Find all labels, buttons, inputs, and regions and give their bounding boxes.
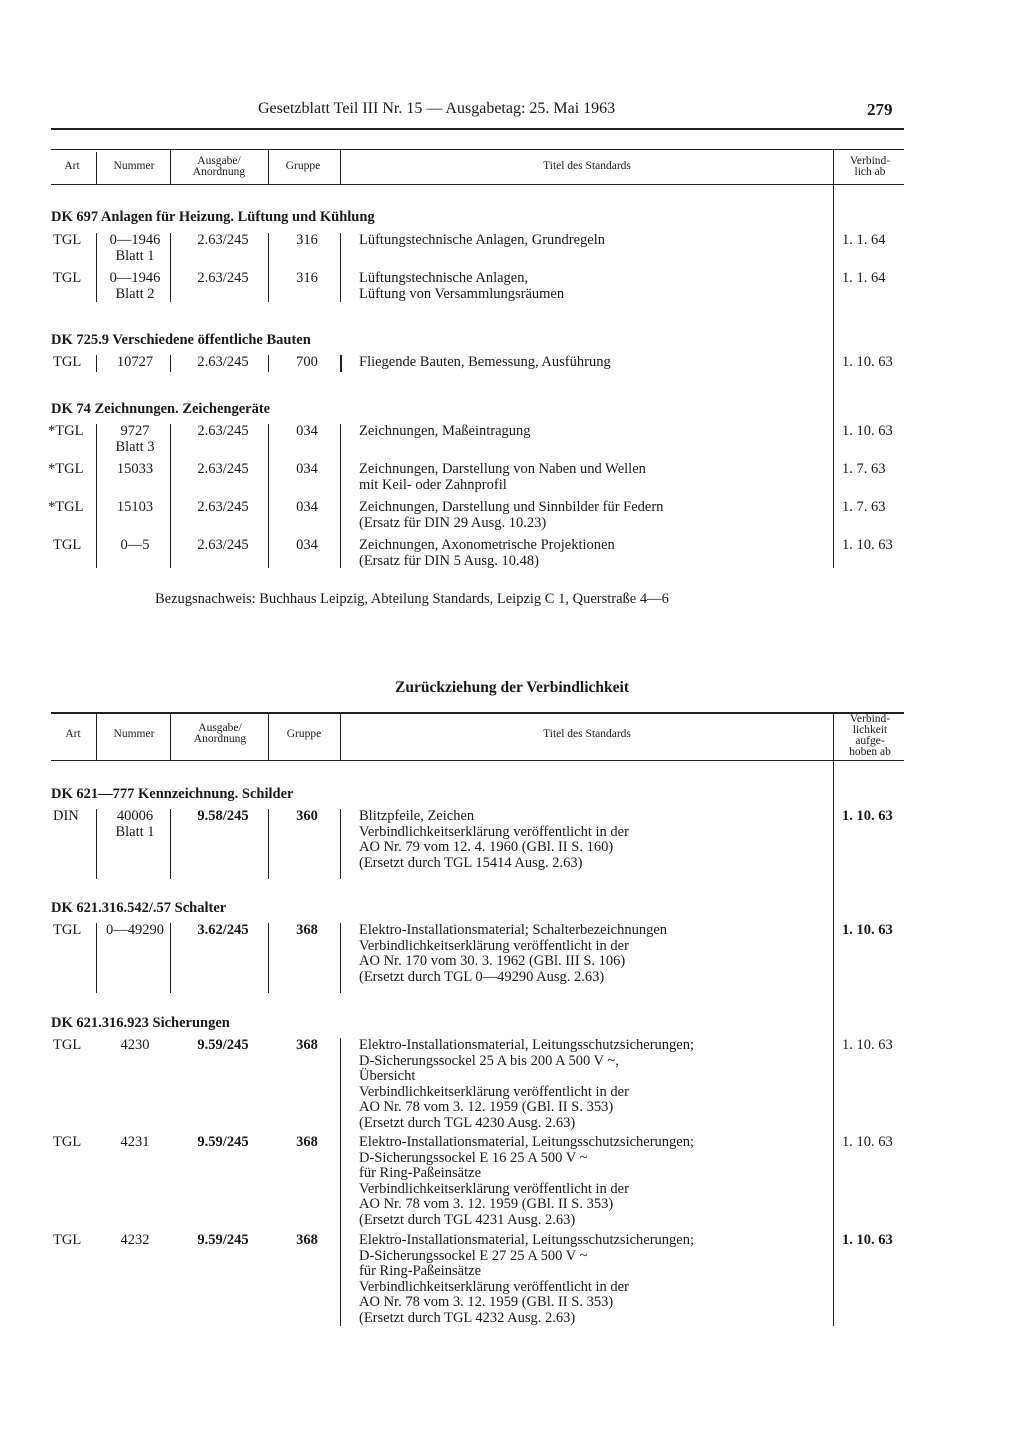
cell-titel: Fliegende Bauten, Bemessung, Ausführung (359, 354, 611, 370)
column-divider (170, 714, 171, 760)
cell-titel-line: (Ersetzt durch TGL 4230 Ausg. 2.63) (359, 1114, 576, 1131)
cell-titel (359, 1038, 694, 1131)
column-header-art: Art (65, 728, 81, 740)
column-header-verbindlich (836, 714, 904, 758)
column-divider (96, 923, 97, 993)
cell-titel-line: Elektro-Installationsmaterial, Leitungsschutzsicherungen; (359, 1134, 695, 1150)
cell-verbindlich: 1. 7. 63 (842, 461, 886, 477)
cell-verbindlich: 1. 1. 64 (842, 232, 886, 248)
column-header-ausgabe (172, 723, 268, 745)
column-divider (833, 714, 834, 1326)
cell-titel (359, 1233, 694, 1326)
column-divider (268, 424, 269, 568)
section-heading: DK 725.9 Verschiedene öffentliche Bauten (51, 332, 311, 348)
cell-titel-line: AO Nr. 170 vom 30. 3. 1962 (GBl. III S. 106) (359, 953, 626, 969)
cell-titel (359, 271, 564, 302)
cell-art: *TGL (48, 423, 84, 439)
cell-art: TGL (53, 537, 82, 553)
page-number: 279 (867, 100, 893, 119)
cell-gruppe: 034 (296, 537, 318, 553)
cell-nummer: 4230 (120, 1037, 150, 1053)
cell-art: TGL (53, 270, 82, 286)
table1-header-rule (51, 184, 904, 185)
cell-titel-line: Zeichnungen, Darstellung und Sinnbilder für Federn (359, 499, 664, 515)
column-divider (96, 233, 97, 302)
cell-titel-line: AO Nr. 78 vom 3. 12. 1959 (GBl. II S. 353) (359, 1294, 614, 1310)
header-rule (51, 128, 904, 130)
cell-art: TGL (53, 1037, 82, 1053)
cell-titel (359, 809, 629, 871)
cell-titel-line: AO Nr. 78 vom 3. 12. 1959 (GBl. II S. 353) (359, 1196, 614, 1212)
column-divider (170, 233, 171, 302)
column-header-ausgabe (172, 156, 266, 178)
cell-titel-line: Elektro-Installationsmaterial; Schalterbezeichnungen (359, 922, 668, 938)
cell-nummer-line: Blatt 1 (115, 247, 155, 264)
cell-nummer-line: 0—1946 (109, 270, 161, 286)
column-divider (170, 355, 171, 372)
column-divider (340, 714, 341, 760)
cell-gruppe: 368 (296, 1232, 318, 1248)
cell-nummer: 0—49290 (106, 922, 164, 938)
column-divider (96, 152, 97, 184)
cell-titel-line: mit Keil- oder Zahnprofil (359, 476, 507, 493)
cell-titel-line: D-Sicherungssockel E 27 25 A 500 V ~ (359, 1247, 588, 1264)
column-header-verbindlich-line2: lichkeit (852, 724, 888, 736)
cell-ausgabe: 2.63/245 (197, 461, 249, 477)
cell-ausgabe: 2.63/245 (197, 499, 249, 515)
cell-titel-line: Verbindlichkeitserklärung veröffentlicht in der (359, 1083, 629, 1100)
cell-gruppe: 034 (296, 423, 318, 439)
cell-nummer: 4231 (120, 1134, 150, 1150)
cell-nummer (103, 424, 167, 455)
cell-nummer: 0—5 (120, 537, 150, 553)
cell-titel-line: Lüftungstechnische Anlagen, Grundregeln (359, 232, 606, 248)
column-header-gruppe: Gruppe (286, 728, 322, 740)
cell-gruppe: 360 (296, 808, 318, 824)
cell-verbindlich: 1. 10. 63 (842, 423, 893, 439)
cell-verbindlich: 1. 10. 63 (842, 1232, 893, 1248)
cell-titel-line: AO Nr. 78 vom 3. 12. 1959 (GBl. II S. 353) (359, 1099, 614, 1115)
cell-titel-line: Zeichnungen, Axonometrische Projektionen (359, 537, 615, 553)
column-divider (170, 809, 171, 879)
cell-art: DIN (53, 808, 79, 824)
page-header-title: Gesetzblatt Teil III Nr. 15 — Ausgabetag: 25. Mai 1963 (258, 100, 616, 117)
cell-titel (359, 233, 605, 249)
cell-titel-line: für Ring-Paßeinsätze (359, 1263, 482, 1279)
column-header-verbindlich-line1: Verbind- (849, 713, 891, 725)
column-header-ausgabe-line2: Anordnung (192, 166, 246, 178)
section-heading: DK 74 Zeichnungen. Zeichengeräte (51, 401, 271, 417)
cell-titel (359, 462, 646, 493)
cell-verbindlich: 1. 7. 63 (842, 499, 886, 515)
column-header-titel: Titel des Standards (543, 160, 631, 172)
cell-titel-line: Blitzpfeile, Zeichen (359, 808, 475, 824)
section-heading: DK 621.316.923 Sicherungen (51, 1015, 230, 1031)
cell-nummer-line: 9727 (120, 423, 150, 439)
column-divider (170, 923, 171, 993)
cell-titel-line: Übersicht (359, 1068, 416, 1084)
cell-titel-line: D-Sicherungssockel E 16 25 A 500 V ~ (359, 1149, 588, 1166)
table1-top-rule (51, 149, 904, 150)
cell-ausgabe: 9.59/245 (197, 1232, 249, 1248)
column-header-ausgabe-line1: Ausgabe/ (197, 155, 241, 167)
column-divider (268, 714, 269, 760)
column-divider (268, 809, 269, 879)
cell-titel-line: für Ring-Paßeinsätze (359, 1165, 482, 1181)
section-heading: DK 621.316.542/.57 Schalter (51, 900, 227, 916)
cell-titel-line: Elektro-Installationsmaterial, Leitungsschutzsicherungen; (359, 1037, 695, 1053)
column-divider (96, 424, 97, 568)
column-divider (96, 714, 97, 760)
column-divider (96, 355, 97, 372)
cell-art: TGL (53, 922, 82, 938)
cell-ausgabe: 2.63/245 (197, 232, 249, 248)
section-heading: DK 697 Anlagen für Heizung. Lüftung und Kühlung (51, 209, 375, 225)
cell-titel (359, 1135, 694, 1228)
column-header-art: Art (64, 160, 80, 172)
column-header-nummer: Nummer (113, 160, 155, 172)
cell-art: TGL (53, 354, 82, 370)
cell-titel-line: Verbindlichkeitserklärung veröffentlicht in der (359, 937, 629, 954)
cell-verbindlich: 1. 10. 63 (842, 922, 893, 938)
cell-verbindlich: 1. 1. 64 (842, 270, 886, 286)
column-header-verbindlich-line4: hoben ab (849, 746, 891, 758)
cell-nummer (103, 233, 167, 264)
cell-titel-line: (Ersatz für DIN 29 Ausg. 10.23) (359, 514, 547, 531)
cell-titel-line: Lüftung von Versammlungsräumen (359, 285, 565, 302)
cell-nummer (103, 809, 167, 840)
cell-titel-line: Lüftungstechnische Anlagen, (359, 270, 529, 286)
column-divider (833, 150, 834, 568)
column-header-verbindlich-line2: lich ab (854, 166, 886, 178)
cell-nummer: 10727 (116, 354, 154, 370)
cell-titel (359, 923, 667, 985)
cell-nummer-line: 0—1946 (109, 232, 161, 248)
column-header-nummer: Nummer (113, 728, 155, 740)
column-divider (340, 809, 341, 879)
cell-titel-line: Elektro-Installationsmaterial, Leitungsschutzsicherungen; (359, 1232, 695, 1248)
cell-titel-line: (Ersatz für DIN 5 Ausg. 10.48) (359, 552, 540, 569)
cell-nummer: 15103 (116, 499, 154, 515)
table2-header-rule (51, 760, 904, 761)
column-divider (96, 809, 97, 879)
cell-ausgabe: 9.59/245 (197, 1037, 249, 1053)
cell-gruppe: 316 (296, 232, 318, 248)
cell-gruppe: 368 (296, 1134, 318, 1150)
cell-titel (359, 538, 615, 569)
column-header-ausgabe-line2: Anordnung (193, 733, 247, 745)
cell-ausgabe: 2.63/245 (197, 354, 249, 370)
cell-ausgabe: 9.59/245 (197, 1134, 249, 1150)
cell-titel-line: (Ersetzt durch TGL 4232 Ausg. 2.63) (359, 1309, 576, 1326)
cell-gruppe: 316 (296, 270, 318, 286)
cell-titel-line: D-Sicherungssockel 25 A bis 200 A 500 V ~, (359, 1052, 619, 1069)
cell-nummer-line: Blatt 2 (115, 285, 155, 302)
column-divider (268, 233, 269, 302)
column-divider (340, 233, 341, 302)
cell-nummer: 15033 (116, 461, 154, 477)
column-divider (268, 150, 269, 184)
cell-art: TGL (53, 1232, 82, 1248)
cell-nummer (103, 271, 167, 302)
cell-gruppe: 700 (296, 354, 318, 370)
cell-verbindlich: 1. 10. 63 (842, 1037, 893, 1053)
column-divider (340, 355, 342, 372)
cell-art: TGL (53, 232, 82, 248)
column-divider (268, 355, 269, 372)
column-header-titel: Titel des Standards (543, 728, 631, 740)
cell-titel-line: Verbindlichkeitserklärung veröffentlicht in der (359, 1180, 629, 1197)
column-header-gruppe: Gruppe (285, 160, 321, 172)
cell-ausgabe: 2.63/245 (197, 423, 249, 439)
cell-nummer-line: Blatt 3 (115, 438, 155, 455)
cell-titel-line: (Ersetzt durch TGL 15414 Ausg. 2.63) (359, 854, 583, 871)
section-heading: DK 621—777 Kennzeichnung. Schilder (51, 786, 294, 802)
cell-art: *TGL (48, 499, 84, 515)
cell-titel: Zeichnungen, Maßeintragung (359, 423, 531, 439)
cell-ausgabe: 3.62/245 (197, 922, 249, 938)
column-header-verbindlich (836, 156, 904, 178)
cell-titel-line: (Ersetzt durch TGL 0—49290 Ausg. 2.63) (359, 968, 605, 985)
column-divider (340, 150, 341, 184)
cell-titel-line: (Ersetzt durch TGL 4231 Ausg. 2.63) (359, 1211, 576, 1228)
column-divider (170, 424, 171, 568)
cell-verbindlich: 1. 10. 63 (842, 808, 893, 824)
cell-titel-line: AO Nr. 79 vom 12. 4. 1960 (GBl. II S. 160) (359, 839, 614, 855)
cell-gruppe: 368 (296, 1037, 318, 1053)
cell-titel-line: Verbindlichkeitserklärung veröffentlicht in der (359, 823, 629, 840)
cell-nummer-line: 40006 (116, 808, 154, 824)
cell-gruppe: 034 (296, 499, 318, 515)
cell-verbindlich: 1. 10. 63 (842, 1134, 893, 1150)
cell-nummer-line: Blatt 1 (115, 823, 155, 840)
cell-ausgabe: 2.63/245 (197, 537, 249, 553)
cell-verbindlich: 1. 10. 63 (842, 354, 893, 370)
cell-nummer: 4232 (120, 1232, 150, 1248)
column-header-verbindlich-line1: Verbind- (849, 155, 891, 167)
cell-art: TGL (53, 1134, 82, 1150)
column-divider (268, 923, 269, 993)
cell-titel-line: Verbindlichkeitserklärung veröffentlicht in der (359, 1278, 629, 1295)
column-header-verbindlich-line3: aufge- (855, 735, 885, 747)
cell-art: *TGL (48, 461, 84, 477)
cell-verbindlich: 1. 10. 63 (842, 537, 893, 553)
cell-titel (359, 500, 663, 531)
cell-titel-line: Zeichnungen, Darstellung von Naben und Wellen (359, 461, 646, 477)
table2-top-rule (51, 712, 904, 714)
cell-ausgabe: 2.63/245 (197, 270, 249, 286)
column-divider (340, 424, 341, 568)
cell-gruppe: 034 (296, 461, 318, 477)
reference-note: Bezugsnachweis: Buchhaus Leipzig, Abteilung Standards, Leipzig C 1, Querstraße 4—6 (155, 591, 669, 607)
cell-ausgabe: 9.58/245 (197, 808, 249, 824)
column-divider (170, 150, 171, 184)
column-divider (340, 1038, 341, 1326)
cell-gruppe: 368 (296, 922, 318, 938)
column-header-ausgabe-line1: Ausgabe/ (198, 722, 242, 734)
section-title: Zurückziehung der Verbindlichkeit (395, 679, 629, 696)
column-divider (340, 923, 341, 993)
